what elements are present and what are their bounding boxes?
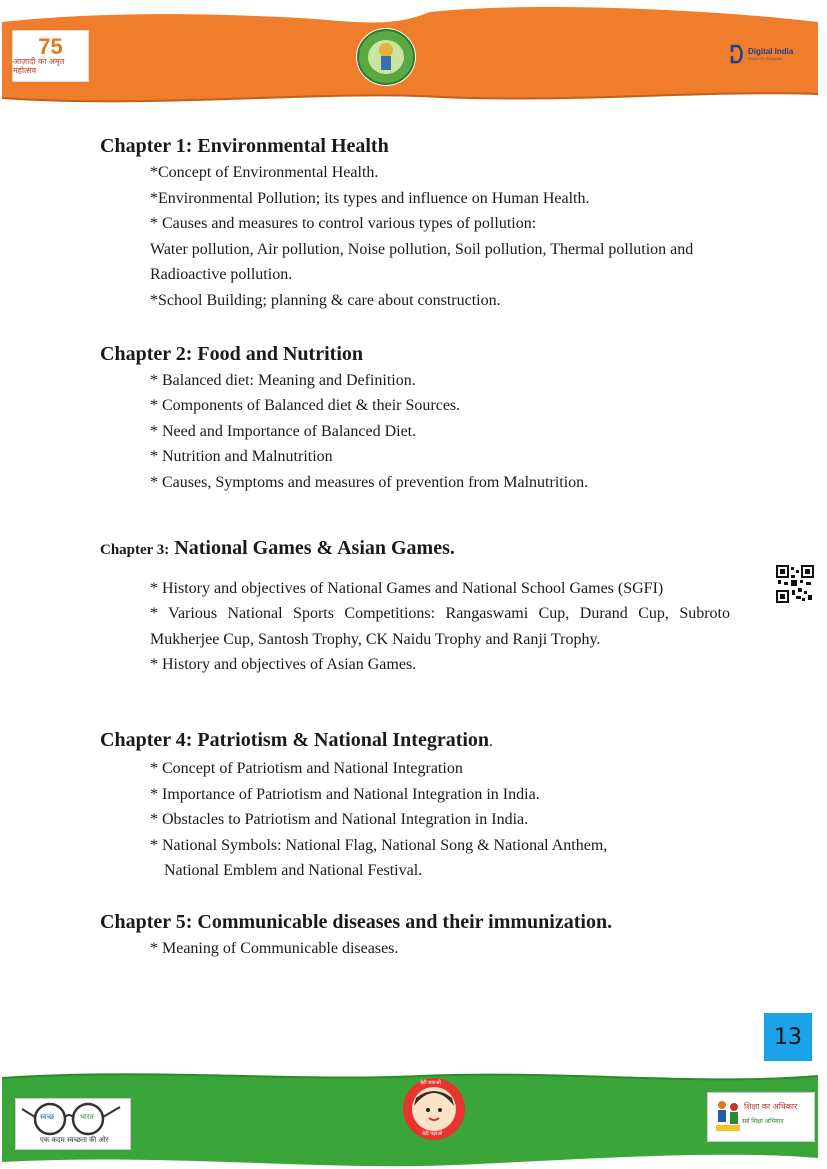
page-number-badge: 13 — [764, 1013, 812, 1061]
chapter-1-prefix: Chapter 1: — [100, 135, 193, 157]
list-item: *Environmental Pollution; its types and influence on Human Health. — [150, 189, 590, 207]
chapter-5 — [100, 910, 730, 962]
list-item: * Balanced diet: Meaning and Definition. — [150, 371, 416, 389]
chapter-5-title — [100, 910, 730, 934]
list-item: * Importance of Patriotism and National Integration in India. — [150, 785, 540, 803]
digital-india-title: Digital India — [748, 46, 794, 56]
chapter-3-items — [100, 576, 730, 678]
shiksha-ka-adhikar-logo — [707, 1092, 815, 1142]
beti-bachao-top-text: बेटी बचाओ — [420, 1080, 441, 1086]
chapter-4-trail: . — [489, 732, 494, 750]
chapter-2-name: Food and Nutrition — [197, 342, 363, 365]
chapter-1-title — [100, 134, 730, 158]
chapter-2-prefix: Chapter 2: — [100, 342, 193, 365]
list-item: * History and objectives of National Games and National School Games (SGFI) — [150, 579, 664, 597]
qr-code-icon[interactable] — [776, 565, 814, 603]
chapter-1-name: Environmental Health — [197, 135, 389, 157]
chapter-4-items — [100, 756, 730, 884]
chapter-1-items — [100, 160, 730, 314]
shiksha-title: शिक्षा का अधिकार — [744, 1102, 798, 1111]
list-item: Water pollution, Air pollution, Noise pollution, Soil pollution, Thermal pollution and Radioactive pollution. — [150, 240, 694, 284]
list-item: * Components of Balanced diet & their Sources. — [150, 397, 461, 415]
list-item: * Nutrition and Malnutrition — [150, 448, 333, 466]
chapter-5-prefix: Chapter 5: — [100, 910, 193, 933]
swachh-bharat-glasses-icon — [16, 1099, 128, 1139]
syllabus-content — [100, 134, 730, 961]
list-item: * National Symbols: National Flag, National Song & National Anthem, — [150, 836, 608, 854]
list-item: * Meaning of Communicable diseases. — [150, 939, 399, 957]
chapter-2-items — [100, 368, 730, 496]
education-emblem-icon — [354, 26, 418, 88]
list-item: National Emblem and National Festival. — [164, 862, 423, 880]
azadi-logo-number: 75 — [38, 34, 63, 60]
chapter-2 — [100, 342, 730, 496]
beti-bachao-bottom-text: बेटी पढ़ाओ — [422, 1131, 443, 1137]
chapter-2-title — [100, 342, 730, 366]
chapter-4 — [100, 728, 730, 884]
swachh-right-word: भारत — [80, 1113, 94, 1121]
swachh-caption: एक कदम स्वच्छता की ओर — [40, 1136, 109, 1144]
list-item: *School Building; planning & care about construction. — [150, 291, 501, 309]
list-item: * Need and Importance of Balanced Diet. — [150, 422, 417, 440]
chapter-4-title — [100, 728, 730, 754]
digital-india-tagline: Power To Empower — [748, 55, 783, 61]
list-item: * Concept of Patriotism and National Integration — [150, 759, 463, 777]
digital-india-logo — [729, 40, 799, 68]
shiksha-subtitle: सर्व शिक्षा अभियान — [742, 1118, 784, 1125]
chapter-1 — [100, 134, 730, 314]
azadi-logo-caption: आज़ादी का अमृत महोत्सव — [13, 57, 65, 75]
swachh-left-word: स्वच्छ — [40, 1113, 55, 1121]
chapter-4-name: Patriotism & National Integration — [197, 728, 490, 751]
list-item: * Various National Sports Competitions: Rangaswami Cup, Durand Cup, Subroto Mukherjee Cup, Santosh Trophy, CK Naidu Trophy and Ranji Trophy. — [150, 605, 730, 648]
list-item: * History and objectives of Asian Games. — [150, 656, 417, 674]
list-item: * Obstacles to Patriotism and National Integration in India. — [150, 811, 529, 829]
children-reading-icon — [712, 1097, 742, 1137]
swachh-bharat-logo — [15, 1098, 131, 1150]
chapter-5-items — [100, 936, 730, 962]
chapter-3-title — [100, 536, 730, 562]
digital-india-icon — [729, 44, 745, 64]
chapter-3 — [100, 536, 730, 678]
chapter-3-name: National Games & Asian Games. — [174, 536, 455, 559]
chapter-4-prefix: Chapter 4: — [100, 728, 193, 751]
list-item: *Concept of Environmental Health. — [150, 164, 379, 181]
chapter-5-name: Communicable diseases and their immunization. — [197, 910, 613, 933]
list-item: * Causes and measures to control various types of pollution: — [150, 215, 537, 233]
list-item: * Causes, Symptoms and measures of prevention from Malnutrition. — [150, 473, 589, 491]
chapter-3-prefix: Chapter 3: — [100, 541, 170, 558]
azadi-ka-amrit-mahotsav-logo — [12, 30, 89, 82]
beti-bachao-logo — [402, 1076, 466, 1142]
